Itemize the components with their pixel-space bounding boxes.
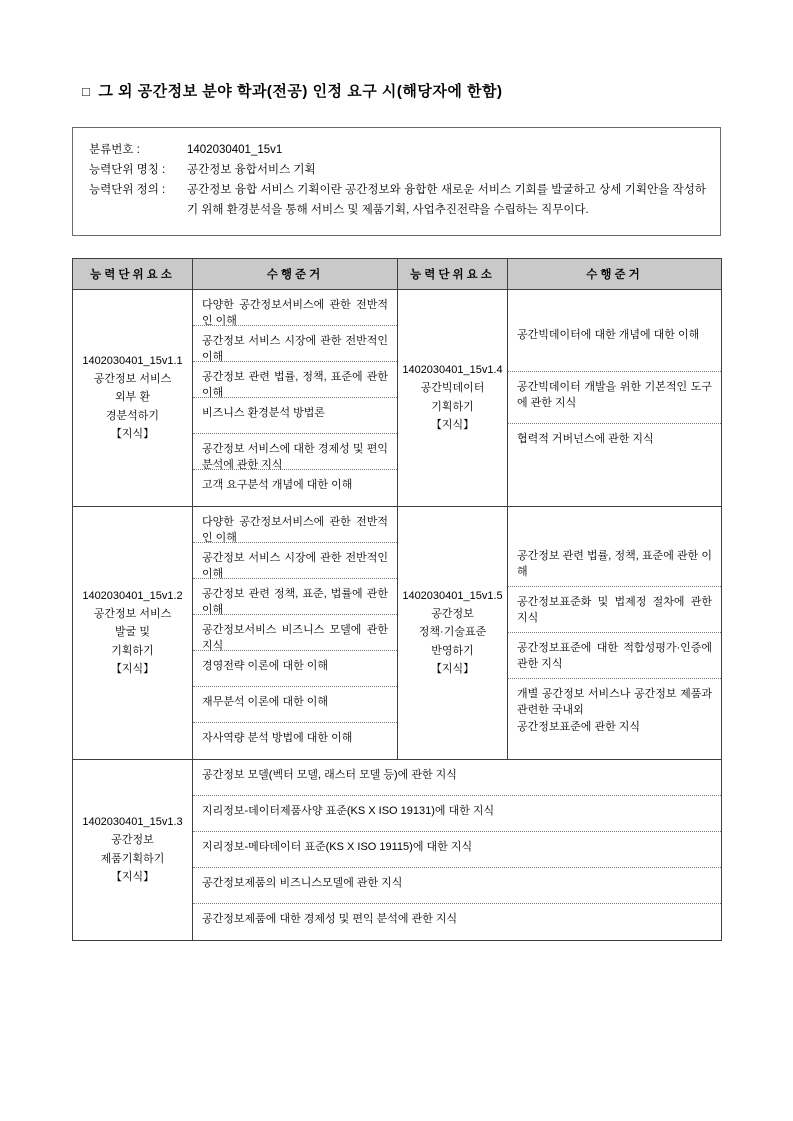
element-cell: 1402030401_15v1.2 공간정보 서비스 발굴 및 기획하기 【지식】 xyxy=(73,506,193,759)
criteria-cell xyxy=(193,759,722,940)
criteria-item: 다양한 공간정보서비스에 관한 전반적인 이해 xyxy=(193,290,397,326)
criteria-item: 비즈니스 환경분석 방법론 xyxy=(193,398,397,434)
info-label: 능력단위 명칭 : xyxy=(89,164,166,177)
criteria-item: 공간정보서비스 비즈니스 모델에 관한 지식 xyxy=(193,615,397,651)
criteria-item: 공간정보제품의 비즈니스모델에 관한 지식 xyxy=(193,868,721,904)
criteria-item: 공간정보 모델(벡터 모델, 래스터 모델 등)에 관한 지식 xyxy=(193,760,721,796)
criteria-item: 재무분석 이론에 대한 이해 xyxy=(193,687,397,723)
info-row-unit-definition xyxy=(89,180,706,220)
page-title xyxy=(82,80,721,101)
element-cell: 1402030401_15v1.3 공간정보 제품기획하기 【지식】 xyxy=(73,759,193,940)
criteria-list xyxy=(508,320,721,476)
criteria-item: 공간정보 관련 정책, 표준, 법률에 관한 이해 xyxy=(193,579,397,615)
criteria-list xyxy=(193,760,721,940)
info-row-classification xyxy=(89,140,706,160)
criteria-item: 경영전략 이론에 대한 이해 xyxy=(193,651,397,687)
checkbox-square-icon: □ xyxy=(82,84,91,99)
criteria-item: 고객 요구분석 개념에 대한 이해 xyxy=(202,478,353,491)
criteria-item: 공간빅데이터에 대한 개념에 대한 이해 xyxy=(508,320,721,372)
criteria-list xyxy=(193,290,397,506)
info-value: 1402030401_15v1 xyxy=(187,144,283,156)
column-header-element-left: 능력단위요소 xyxy=(73,258,193,289)
column-header-criteria-right: 수행준거 xyxy=(508,258,722,289)
criteria-item: 자사역량 분석 방법에 대한 이해 xyxy=(202,731,353,744)
criteria-cell xyxy=(193,506,398,759)
criteria-item: 지리정보-메타데이터 표준(KS X ISO 19115)에 대한 지식 xyxy=(193,832,721,868)
info-value: 공간정보 융합 서비스 기획이란 공간정보와 융합한 새로운 서비스 기회를 발굴하고 상세 기획안을 작성하기 위해 환경분석을 통해 서비스 및 제품기획, 사업추진전략을 수립하는 직무이다. xyxy=(187,184,706,217)
criteria-item: 공간정보 서비스 시장에 관한 전반적인 이해 xyxy=(193,543,397,579)
table-row xyxy=(73,759,722,940)
element-cell: 1402030401_15v1.4 공간빅데이터 기획하기 【지식】 xyxy=(398,289,508,506)
info-value: 공간정보 융합서비스 기획 xyxy=(187,164,316,177)
info-label: 능력단위 정의 : xyxy=(89,184,166,197)
unit-info-box xyxy=(72,127,721,236)
criteria-item: 공간빅데이터 개발을 위한 기본적인 도구에 관한 지식 xyxy=(508,372,721,424)
info-row-unit-name xyxy=(89,160,706,180)
criteria-item: 공간정보제품에 대한 경제성 및 편익 분석에 관한 지식 xyxy=(202,912,458,925)
table-row xyxy=(73,506,722,759)
criteria-cell xyxy=(508,506,722,759)
competency-table xyxy=(72,258,722,941)
info-label: 분류번호 : xyxy=(89,144,140,156)
criteria-item: 협력적 거버넌스에 관한 지식 xyxy=(517,432,654,445)
criteria-cell xyxy=(508,289,722,506)
page-title-text: 그 외 공간정보 분야 학과(전공) 인정 요구 시(해당자에 한함) xyxy=(98,83,503,100)
criteria-item: 공간정보 관련 법률, 정책, 표준에 관한 이해 xyxy=(193,362,397,398)
criteria-item: 공간정보표준화 및 법제정 절차에 관한 지식 xyxy=(508,587,721,633)
criteria-item: 다양한 공간정보서비스에 관한 전반적인 이해 xyxy=(193,507,397,543)
criteria-item: 공간정보 관련 법률, 정책, 표준에 관한 이해 xyxy=(508,541,721,587)
criteria-item: 공간정보표준에 대한 적합성평가·인증에 관한 지식 xyxy=(508,633,721,679)
element-cell: 1402030401_15v1.1 공간정보 서비스 외부 환 경분석하기 【지식】 xyxy=(73,289,193,506)
table-row xyxy=(73,289,722,506)
column-header-element-right: 능력단위요소 xyxy=(398,258,508,289)
element-cell: 1402030401_15v1.5 공간정보 정책·기술표준 반영하기 【지식】 xyxy=(398,506,508,759)
criteria-item: 개별 공간정보 서비스나 공간정보 제품과 관련한 국내외 공간정보표준에 관한 지식 xyxy=(517,687,712,733)
criteria-cell xyxy=(193,289,398,506)
criteria-list xyxy=(508,541,721,733)
criteria-item: 공간정보 서비스에 대한 경제성 및 편익 분석에 관한 지식 xyxy=(193,434,397,470)
criteria-list xyxy=(193,507,397,759)
criteria-item: 공간정보 서비스 시장에 관한 전반적인 이해 xyxy=(193,326,397,362)
criteria-item: 지리정보-데이터제품사양 표준(KS X ISO 19131)에 대한 지식 xyxy=(193,796,721,832)
table-header-row xyxy=(73,258,722,289)
column-header-criteria-left: 수행준거 xyxy=(193,258,398,289)
